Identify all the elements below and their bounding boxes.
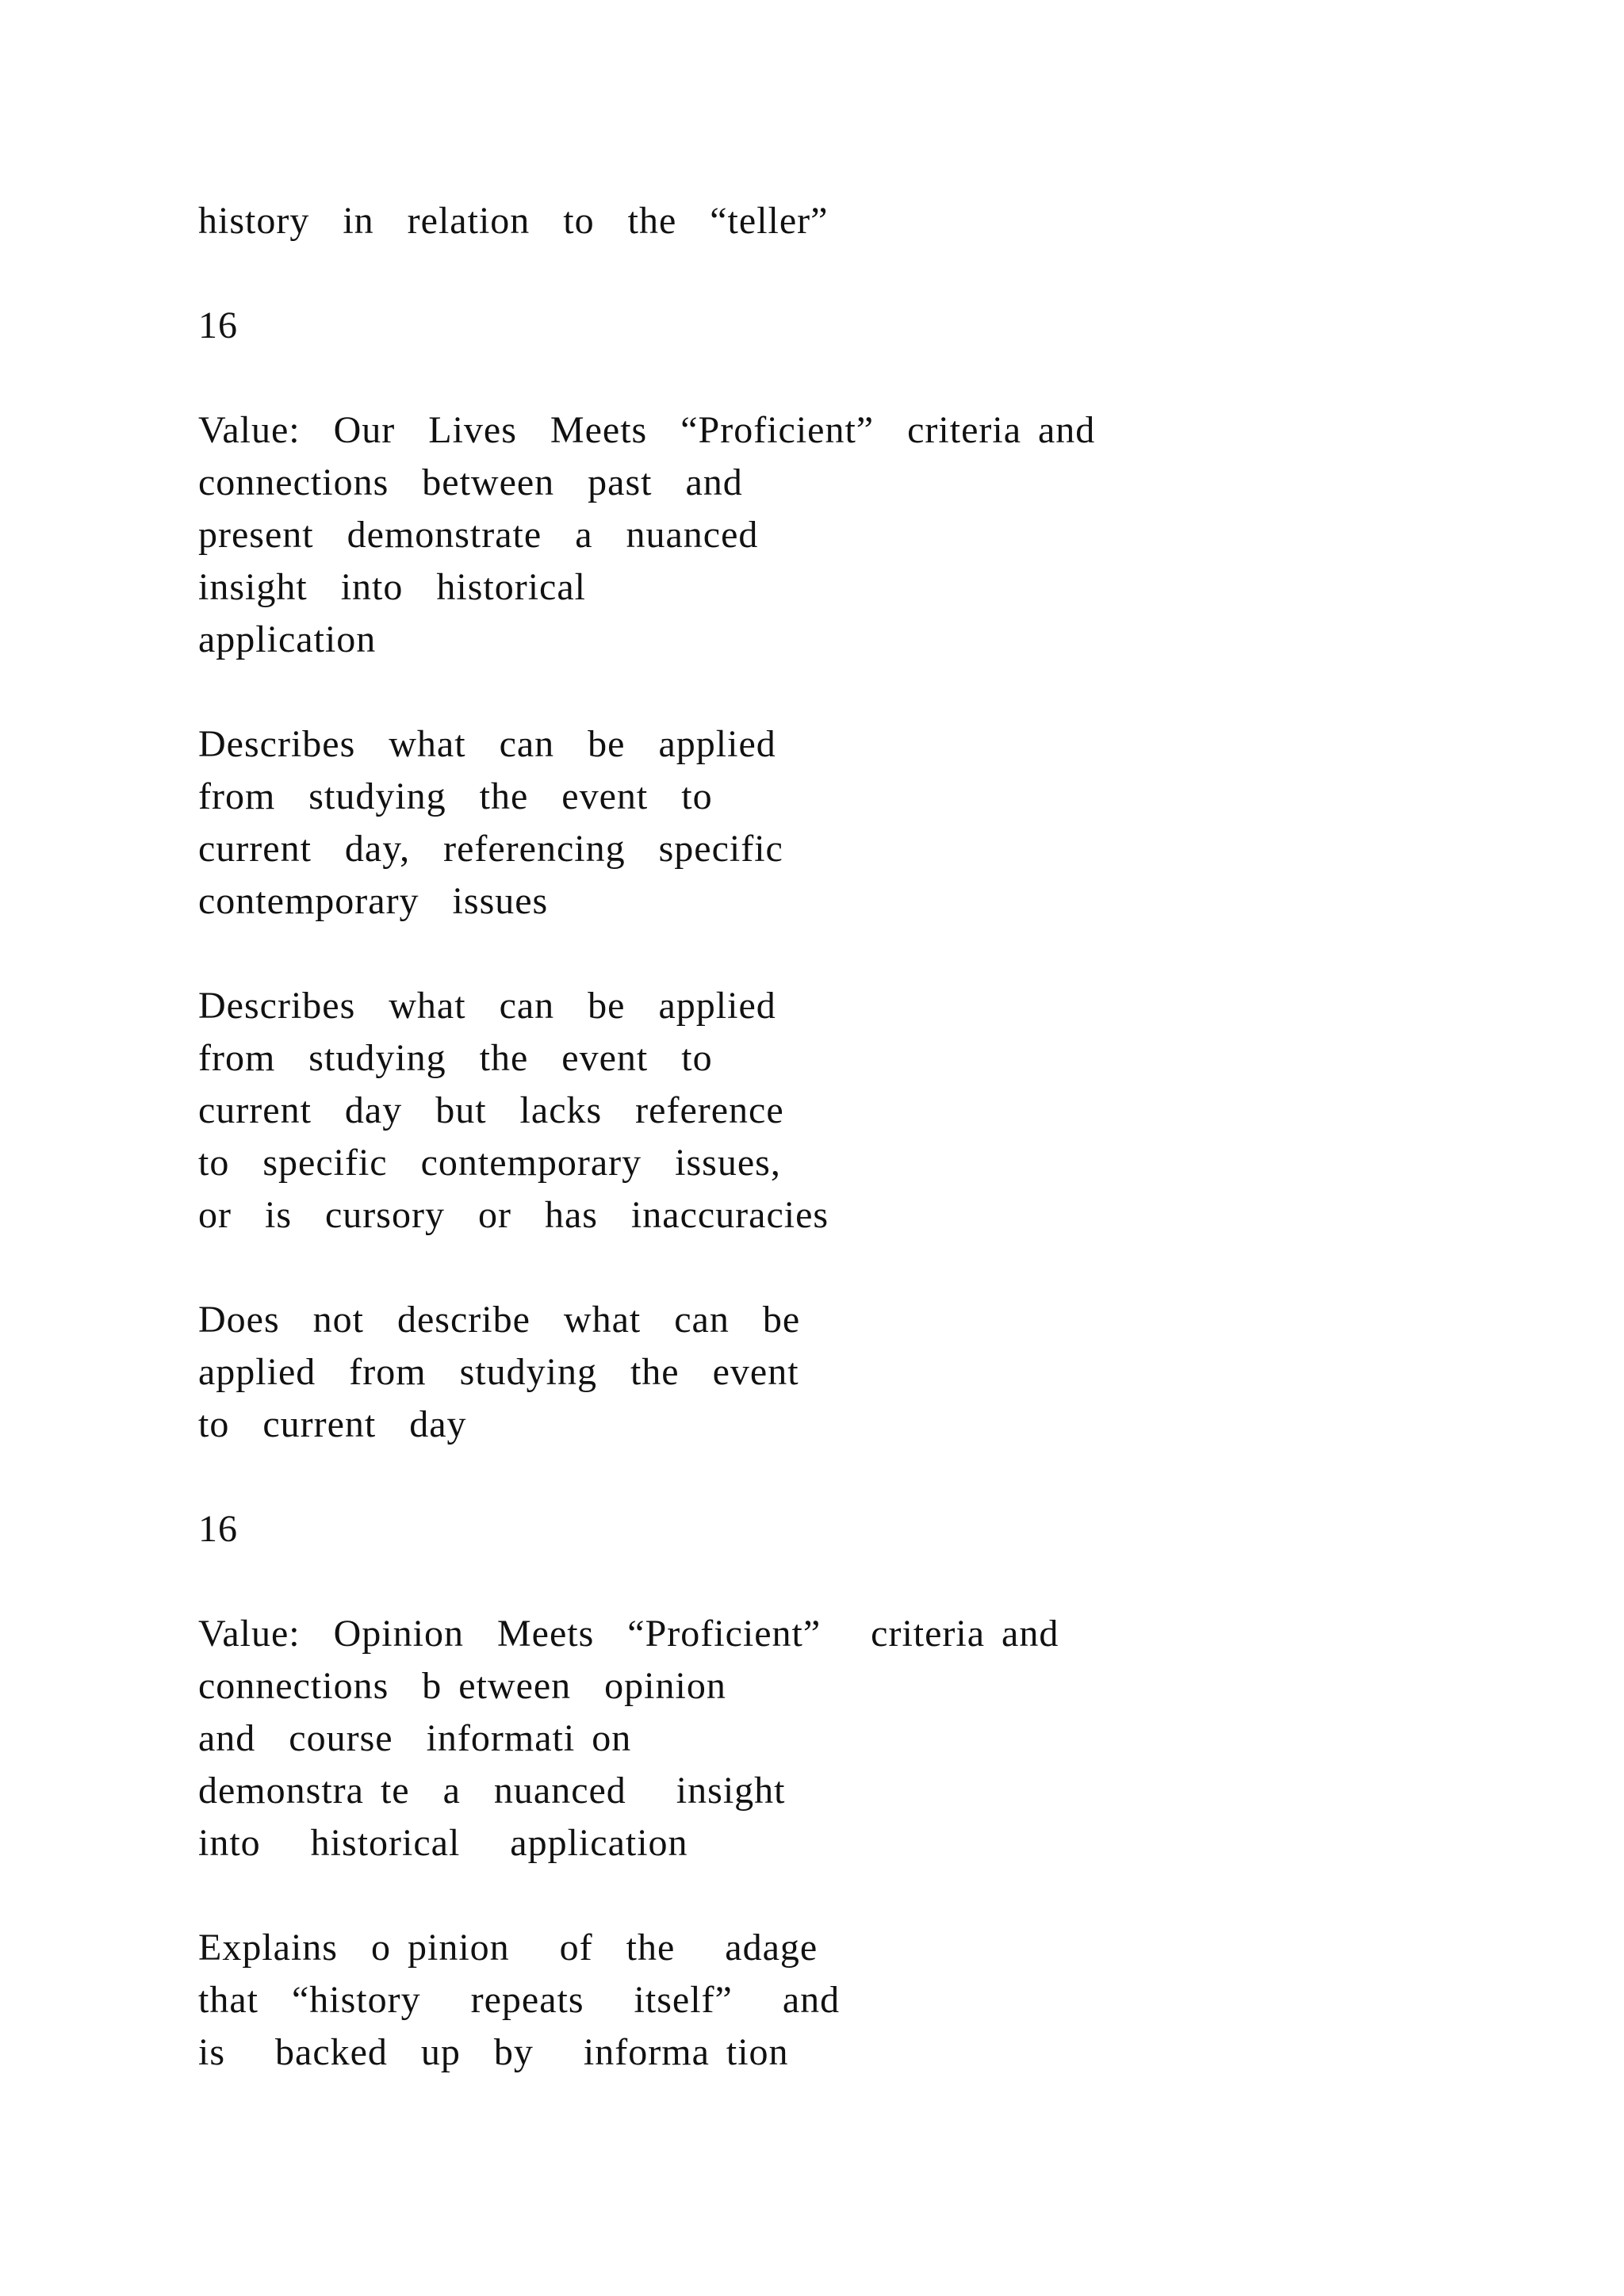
text-line (198, 1451, 1546, 1503)
text-line (198, 1869, 1546, 1922)
text-line: to specific contemporary issues, (198, 1142, 781, 1184)
text-line: present demonstrate a nuanced (198, 514, 759, 556)
text-line: contemporary issues (198, 880, 549, 922)
text-line: demonstra te a nuanced insight (198, 1770, 786, 1812)
text-line: Describes what can be applied (198, 985, 776, 1027)
text-line: current day, referencing specific (198, 828, 783, 870)
text-line: from studying the event to (198, 1037, 713, 1079)
text-line: history in relation to the “teller” (198, 200, 829, 242)
text-line: is backed up by informa tion (198, 2031, 789, 2073)
text-line: applied from studying the event (198, 1351, 799, 1393)
text-line (198, 1556, 1546, 1608)
document-text (198, 195, 1546, 2079)
text-line: application (198, 618, 377, 660)
text-line: connections between past and (198, 461, 743, 503)
text-line: 16 (198, 1508, 238, 1550)
text-line (198, 247, 1546, 300)
text-line: insight into historical (198, 566, 586, 608)
text-line: and course informati on (198, 1717, 632, 1759)
text-line: into historical application (198, 1822, 688, 1864)
text-line: connections b etween opinion (198, 1665, 726, 1707)
text-line: current day but lacks reference (198, 1089, 784, 1131)
text-line: or is cursory or has inaccuracies (198, 1194, 829, 1236)
text-line (198, 928, 1546, 980)
text-line (198, 666, 1546, 718)
text-line: Explains o pinion of the adage (198, 1927, 818, 1969)
text-line: to current day (198, 1403, 467, 1445)
text-line (198, 1242, 1546, 1294)
text-line: from studying the event to (198, 775, 713, 817)
text-line: 16 (198, 304, 238, 346)
text-line: Does not describe what can be (198, 1299, 801, 1341)
text-line: that “history repeats itself” and (198, 1979, 841, 2021)
text-line: Value: Opinion Meets “Proficient” criteria and (198, 1613, 1059, 1655)
text-line: Value: Our Lives Meets “Proficient” criteria and (198, 409, 1096, 451)
text-line (198, 352, 1546, 404)
text-line: Describes what can be applied (198, 723, 776, 765)
